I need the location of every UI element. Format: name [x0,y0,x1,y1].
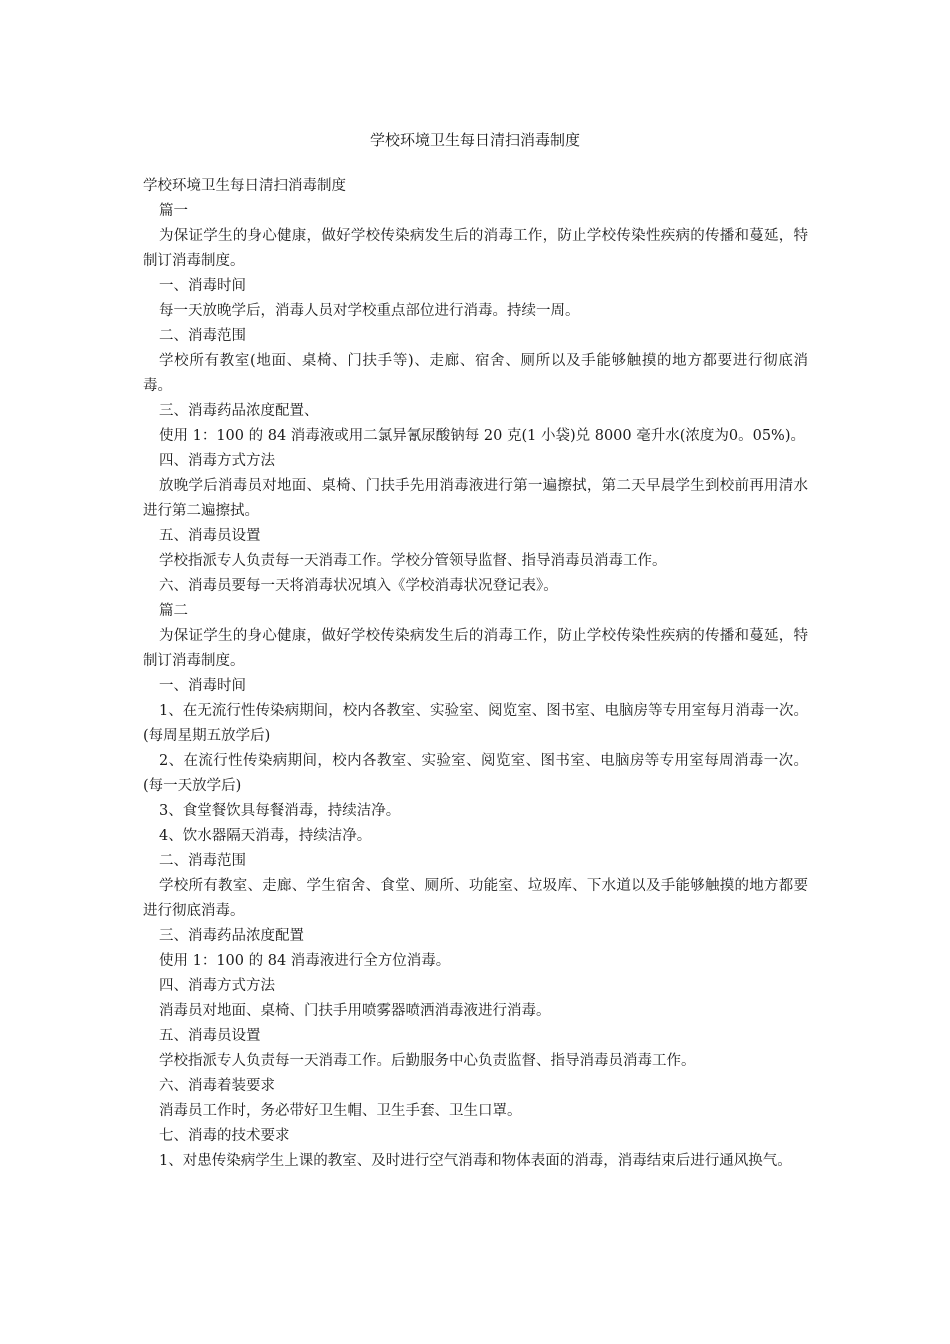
paragraph: 每一天放晚学后，消毒人员对学校重点部位进行消毒。持续一周。 [159,303,580,319]
paragraph: 学校所有教室、走廊、学生宿舍、食堂、厕所、功能室、垃圾库、下水道以及手能够触摸的地方都要进行彻底消毒。 [143,878,808,919]
section-heading: 一、消毒时间 [159,678,246,694]
section-heading: 四、消毒方式方法 [159,978,275,994]
section-heading: 二、消毒范围 [159,853,246,869]
section-label-part-1: 篇一 [159,203,188,219]
document-body [143,174,808,1174]
section-heading: 四、消毒方式方法 [159,453,275,469]
paragraph: 学校所有教室(地面、桌椅、门扶手等)、走廊、宿舍、厕所以及手能够触摸的地方都要进行彻底消毒。 [143,353,808,394]
paragraph: 学校指派专人负责每一天消毒工作。后勤服务中心负责监督、指导消毒员消毒工作。 [159,1053,696,1069]
paragraph: 3、食堂餐饮具每餐消毒，持续洁净。 [159,803,401,819]
section-heading: 一、消毒时间 [159,278,246,294]
section-label-part-2: 篇二 [159,603,188,619]
section-heading: 六、消毒员要每一天将消毒状况填入《学校消毒状况登记表》。 [159,578,558,594]
paragraph: 2、在流行性传染病期间，校内各教室、实验室、阅览室、图书室、电脑房等专用室每周消毒一次。(每一天放学后) [143,753,808,794]
body-heading: 学校环境卫生每日清扫消毒制度 [143,178,346,194]
paragraph: 1、对患传染病学生上课的教室、及时进行空气消毒和物体表面的消毒，消毒结束后进行通风换气。 [159,1153,792,1169]
paragraph: 消毒员对地面、桌椅、门扶手用喷雾器喷洒消毒液进行消毒。 [159,1003,551,1019]
paragraph: 放晚学后消毒员对地面、桌椅、门扶手先用消毒液进行第一遍擦拭，第二天早晨学生到校前再用清水进行第二遍擦拭。 [143,478,808,519]
paragraph: 为保证学生的身心健康，做好学校传染病发生后的消毒工作，防止学校传染性疾病的传播和蔓延，特制订消毒制度。 [143,228,808,269]
section-heading: 七、消毒的技术要求 [159,1128,290,1144]
paragraph: 使用 1：100 的 84 消毒液或用二氯异氰尿酸钠每 20 克(1 小袋)兑 8000 毫升水(浓度为0。05%)。 [159,428,805,444]
section-heading: 六、消毒着装要求 [159,1078,275,1094]
section-heading: 二、消毒范围 [159,328,246,344]
paragraph: 学校指派专人负责每一天消毒工作。学校分管领导监督、指导消毒员消毒工作。 [159,553,667,569]
section-heading: 五、消毒员设置 [159,1028,261,1044]
paragraph: 4、饮水器隔天消毒，持续洁净。 [159,828,372,844]
section-heading: 三、消毒药品浓度配置、 [159,403,319,419]
paragraph: 使用 1：100 的 84 消毒液进行全方位消毒。 [159,953,451,969]
paragraph: 1、在无流行性传染病期间，校内各教室、实验室、阅览室、图书室、电脑房等专用室每月消毒一次。(每周星期五放学后) [143,703,808,744]
document-title: 学校环境卫生每日清扫消毒制度 [369,131,580,149]
section-heading: 五、消毒员设置 [159,528,261,544]
paragraph: 消毒员工作时，务必带好卫生帽、卫生手套、卫生口罩。 [159,1103,522,1119]
section-heading: 三、消毒药品浓度配置 [159,928,304,944]
paragraph: 为保证学生的身心健康，做好学校传染病发生后的消毒工作，防止学校传染性疾病的传播和蔓延，特制订消毒制度。 [143,628,808,669]
